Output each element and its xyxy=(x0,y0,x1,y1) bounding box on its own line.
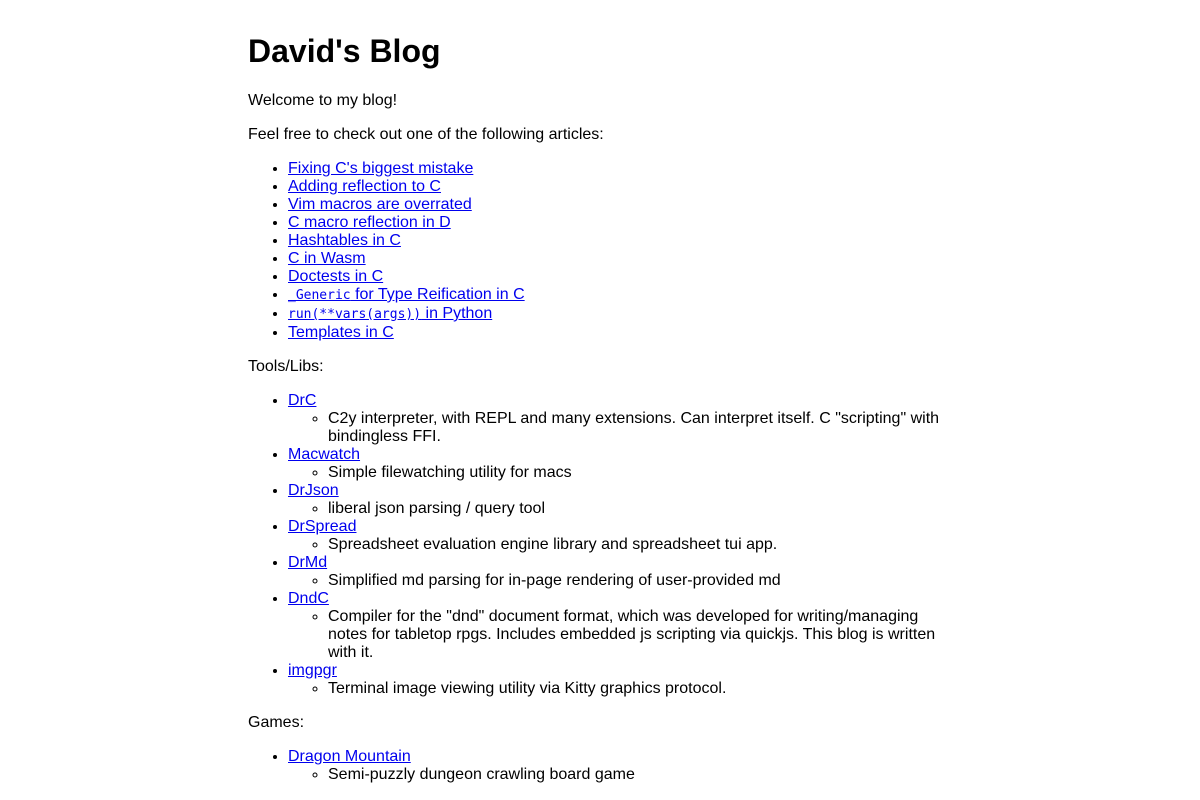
tool-description: ◦ Simple filewatching utility for macs xyxy=(328,464,948,482)
list-item xyxy=(288,554,948,590)
list-item xyxy=(288,305,948,324)
game-link-dragon-mountain[interactable]: Dragon Mountain xyxy=(288,748,411,765)
tool-description-list xyxy=(288,572,948,590)
game-description: ◦ Semi-puzzly dungeon crawling board game xyxy=(328,766,948,784)
game-description-list xyxy=(288,766,948,784)
list-item xyxy=(288,232,948,250)
list-item xyxy=(288,268,948,286)
article-label-generic: for Type Reification in C xyxy=(350,286,525,303)
list-item xyxy=(288,160,948,178)
article-link-generic-type-reification[interactable] xyxy=(288,286,525,303)
tool-link-drc[interactable]: DrC xyxy=(288,392,317,409)
games-heading: Games: xyxy=(248,714,305,731)
tool-description-list xyxy=(288,500,948,518)
list-item xyxy=(288,518,948,554)
intro-text: Feel free to check out one of the following articles: xyxy=(248,126,604,143)
article-link-fixing-cs-biggest-mistake[interactable]: Fixing C's biggest mistake xyxy=(288,160,474,177)
article-list xyxy=(248,160,948,342)
list-item xyxy=(288,196,948,214)
article-link-c-macro-reflection-in-d[interactable]: C macro reflection in D xyxy=(288,214,451,231)
article-label-run-vars: in Python xyxy=(421,305,493,322)
tool-link-drspread[interactable]: DrSpread xyxy=(288,518,357,535)
tool-link-macwatch[interactable]: Macwatch xyxy=(288,446,361,463)
list-item xyxy=(288,324,948,342)
tool-description-list xyxy=(288,410,948,446)
tool-description-list xyxy=(288,680,948,698)
list-item xyxy=(288,392,948,446)
list-item xyxy=(288,446,948,482)
article-link-vim-macros-are-overrated[interactable]: Vim macros are overrated xyxy=(288,196,472,213)
article-code-generic: _Generic xyxy=(288,288,351,303)
tool-link-drjson[interactable]: DrJson xyxy=(288,482,339,499)
article-link-templates-in-c[interactable]: Templates in C xyxy=(288,324,394,341)
games-list xyxy=(248,748,948,784)
article-link-c-in-wasm[interactable]: C in Wasm xyxy=(288,250,366,267)
list-item xyxy=(288,590,948,662)
tool-description: ◦ Terminal image viewing utility via Kitty graphics protocol. xyxy=(328,680,948,698)
list-item xyxy=(288,662,948,698)
tools-list xyxy=(248,392,948,698)
article-link-adding-reflection-to-c[interactable]: Adding reflection to C xyxy=(288,178,441,195)
tool-description: ◦ liberal json parsing / query tool xyxy=(328,500,948,518)
list-item xyxy=(288,286,948,305)
tool-link-drmd[interactable]: DrMd xyxy=(288,554,328,571)
tool-description-list xyxy=(288,464,948,482)
tool-link-dndc[interactable]: DndC xyxy=(288,590,329,607)
tool-description: ◦ Simplified md parsing for in-page rendering of user-provided md xyxy=(328,572,948,590)
welcome-text: Welcome to my blog! xyxy=(248,92,398,109)
list-item xyxy=(288,250,948,268)
list-item xyxy=(288,482,948,518)
article-code-run-vars: run(**vars(args)) xyxy=(288,307,422,322)
tool-link-imgpgr[interactable]: imgpgr xyxy=(288,662,337,679)
article-link-doctests-in-c[interactable]: Doctests in C xyxy=(288,268,384,285)
tool-description-list xyxy=(288,608,948,662)
tool-description: ◦ C2y interpreter, with REPL and many extensions. Can interpret itself. C "scripting" with bindingless FFI. xyxy=(328,410,948,446)
list-item xyxy=(288,178,948,196)
article-link-hashtables-in-c[interactable]: Hashtables in C xyxy=(288,232,401,249)
article-link-run-vars-args-python[interactable] xyxy=(288,305,492,322)
tool-description: ◦ Compiler for the "dnd" document format, which was developed for writing/managing notes for tabletop rpgs. Includes embedded js scripting via quickjs. This blog is written with it. xyxy=(328,608,948,662)
tool-description: ◦ Spreadsheet evaluation engine library and spreadsheet tui app. xyxy=(328,536,948,554)
tool-description-list xyxy=(288,536,948,554)
blog-page xyxy=(248,0,948,784)
list-item xyxy=(288,748,948,784)
list-item xyxy=(288,214,948,232)
page-title: David's Blog xyxy=(248,33,441,69)
tools-heading: Tools/Libs: xyxy=(248,358,324,375)
